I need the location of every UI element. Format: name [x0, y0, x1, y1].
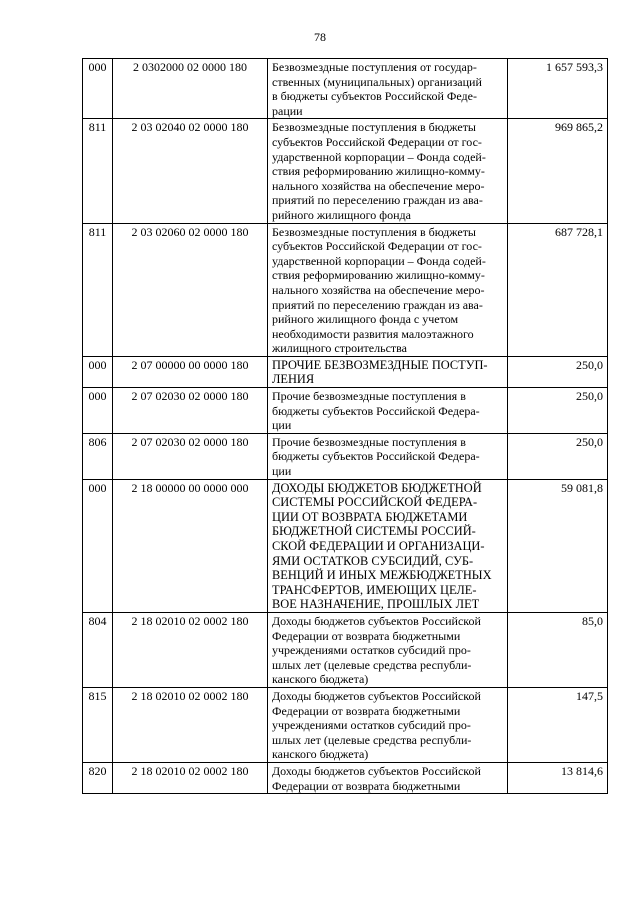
revenue-name-line: СИСТЕМЫ РОССИЙСКОЙ ФЕДЕРА- — [272, 495, 478, 510]
revenue-name-line: шлых лет (целевые средства республи- — [272, 732, 472, 747]
amount-cell: 85,0 — [508, 612, 608, 687]
revenue-name-cell — [268, 612, 508, 687]
amount-cell: 13 814,6 — [508, 762, 608, 793]
revenue-name-line: Федерации от возврата бюджетными — [272, 778, 461, 793]
admin-code-cell: 815 — [83, 687, 113, 762]
revenue-name-line: ции — [272, 464, 292, 479]
revenue-name-line: нального хозяйства на обеспечение меро- — [272, 178, 485, 193]
revenue-name-line: Прочие безвозмездные поступления в — [272, 434, 466, 449]
revenue-name-line: ДОХОДЫ БЮДЖЕТОВ БЮДЖЕТНОЙ — [272, 480, 482, 495]
budget-classification-code-cell: 2 03 02040 02 0000 180 — [113, 119, 268, 223]
revenue-name-line: Безвозмездные поступления в бюджеты — [272, 224, 476, 239]
revenue-name-line: рийного жилищного фонда с учетом — [272, 312, 459, 327]
budget-classification-code-cell: 2 07 00000 00 0000 180 — [113, 356, 268, 387]
budget-classification-code-cell: 2 07 02030 02 0000 180 — [113, 433, 268, 479]
table-row — [83, 479, 608, 612]
amount-cell: 59 081,8 — [508, 479, 608, 612]
amount-cell: 147,5 — [508, 687, 608, 762]
admin-code-cell: 811 — [83, 119, 113, 223]
revenue-table — [82, 58, 608, 794]
revenue-name-line: ЦИИ ОТ ВОЗВРАТА БЮДЖЕТАМИ — [272, 509, 468, 524]
revenue-name-line: ПРОЧИЕ БЕЗВОЗМЕЗДНЫЕ ПОСТУП- — [272, 357, 488, 372]
revenue-name-line: учреждениями остатков субсидий про- — [272, 718, 471, 733]
revenue-name-line: ударственной корпорации – Фонда содей- — [272, 253, 486, 268]
revenue-name-line: БЮДЖЕТНОЙ СИСТЕМЫ РОССИЙ- — [272, 524, 476, 539]
revenue-name-line: необходимости развития малоэтажного — [272, 326, 474, 341]
amount-cell: 1 657 593,3 — [508, 59, 608, 119]
budget-classification-code-cell: 2 18 00000 00 0000 000 — [113, 479, 268, 612]
revenue-name-line: ствия реформированию жилищно-комму- — [272, 268, 485, 283]
revenue-name-line: Федерации от возврата бюджетными — [272, 703, 461, 718]
revenue-name-cell — [268, 687, 508, 762]
revenue-name-line: канского бюджета) — [272, 672, 369, 687]
revenue-name-cell — [268, 388, 508, 434]
budget-classification-code-cell: 2 18 02010 02 0002 180 — [113, 687, 268, 762]
admin-code-cell: 811 — [83, 223, 113, 356]
revenue-name-line: рации — [272, 103, 303, 118]
admin-code-cell: 804 — [83, 612, 113, 687]
revenue-name-line: Доходы бюджетов субъектов Российской — [272, 763, 481, 778]
table-row — [83, 388, 608, 434]
revenue-name-line: жилищного строительства — [272, 341, 407, 356]
admin-code-cell: 806 — [83, 433, 113, 479]
revenue-name-line: Доходы бюджетов субъектов Российской — [272, 613, 481, 628]
revenue-name-line: СКОЙ ФЕДЕРАЦИИ И ОРГАНИЗАЦИ- — [272, 539, 485, 553]
revenue-name-line: ТРАНСФЕРТОВ, ИМЕЮЩИХ ЦЕЛЕ- — [272, 582, 477, 597]
page-number: 78 — [314, 30, 326, 44]
revenue-name-line: шлых лет (целевые средства республи- — [272, 657, 472, 672]
revenue-name-line: ВОЕ НАЗНАЧЕНИЕ, ПРОШЛЫХ ЛЕТ — [272, 597, 480, 612]
amount-cell: 250,0 — [508, 388, 608, 434]
revenue-name-cell — [268, 223, 508, 356]
revenue-name-line: ЛЕНИЯ — [272, 372, 315, 387]
amount-cell: 250,0 — [508, 433, 608, 479]
budget-classification-code-cell: 2 03 02060 02 0000 180 — [113, 223, 268, 356]
revenue-name-line: Безвозмездные поступления от государ- — [272, 60, 477, 74]
revenue-name-line: ударственной корпорации – Фонда содей- — [272, 149, 486, 164]
revenue-name-cell — [268, 356, 508, 387]
table-row — [83, 612, 608, 687]
budget-classification-code-cell: 2 0302000 02 0000 180 — [113, 59, 268, 119]
revenue-name-line: бюджеты субъектов Российской Федера- — [272, 403, 480, 418]
revenue-name-line: ЯМИ ОСТАТКОВ СУБСИДИЙ, СУБ- — [272, 553, 474, 568]
admin-code-cell: 000 — [83, 479, 113, 612]
table-row — [83, 762, 608, 793]
admin-code-cell: 820 — [83, 762, 113, 793]
revenue-name-line: Прочие безвозмездные поступления в — [272, 389, 466, 404]
admin-code-cell: 000 — [83, 388, 113, 434]
revenue-name-line: ственных (муниципальных) организаций — [272, 74, 482, 89]
revenue-name-line: рийного жилищного фонда — [272, 207, 411, 222]
table-row — [83, 223, 608, 356]
table-row — [83, 59, 608, 119]
table-row — [83, 356, 608, 387]
revenue-name-line: бюджеты субъектов Российской Федера- — [272, 449, 480, 464]
amount-cell: 969 865,2 — [508, 119, 608, 223]
table-row — [83, 119, 608, 223]
revenue-name-cell — [268, 119, 508, 223]
admin-code-cell: 000 — [83, 59, 113, 119]
revenue-name-line: Доходы бюджетов субъектов Российской — [272, 688, 481, 703]
budget-classification-code-cell: 2 07 02030 02 0000 180 — [113, 388, 268, 434]
revenue-name-line: субъектов Российской Федерации от гос- — [272, 239, 482, 254]
revenue-name-line: приятий по переселению граждан из ава- — [272, 193, 483, 208]
table-row — [83, 433, 608, 479]
revenue-name-line: в бюджеты субъектов Российской Феде- — [272, 89, 477, 104]
revenue-name-line: Федерации от возврата бюджетными — [272, 628, 461, 643]
revenue-name-line: канского бюджета) — [272, 747, 369, 762]
revenue-name-line: субъектов Российской Федерации от гос- — [272, 134, 482, 149]
budget-classification-code-cell: 2 18 02010 02 0002 180 — [113, 762, 268, 793]
revenue-name-line: ции — [272, 418, 292, 433]
revenue-name-cell — [268, 762, 508, 793]
revenue-name-cell — [268, 479, 508, 612]
revenue-name-line: ствия реформированию жилищно-комму- — [272, 164, 485, 179]
amount-cell: 250,0 — [508, 356, 608, 387]
revenue-name-line: нального хозяйства на обеспечение меро- — [272, 282, 485, 297]
revenue-name-line: Безвозмездные поступления в бюджеты — [272, 120, 476, 135]
revenue-name-line: ВЕНЦИЙ И ИНЫХ МЕЖБЮДЖЕТНЫХ — [272, 568, 492, 583]
amount-cell: 687 728,1 — [508, 223, 608, 356]
budget-classification-code-cell: 2 18 02010 02 0002 180 — [113, 612, 268, 687]
revenue-name-cell — [268, 433, 508, 479]
revenue-name-line: учреждениями остатков субсидий про- — [272, 643, 471, 658]
admin-code-cell: 000 — [83, 356, 113, 387]
table-row — [83, 687, 608, 762]
revenue-name-cell — [268, 59, 508, 119]
revenue-name-line: приятий по переселению граждан из ава- — [272, 297, 483, 312]
